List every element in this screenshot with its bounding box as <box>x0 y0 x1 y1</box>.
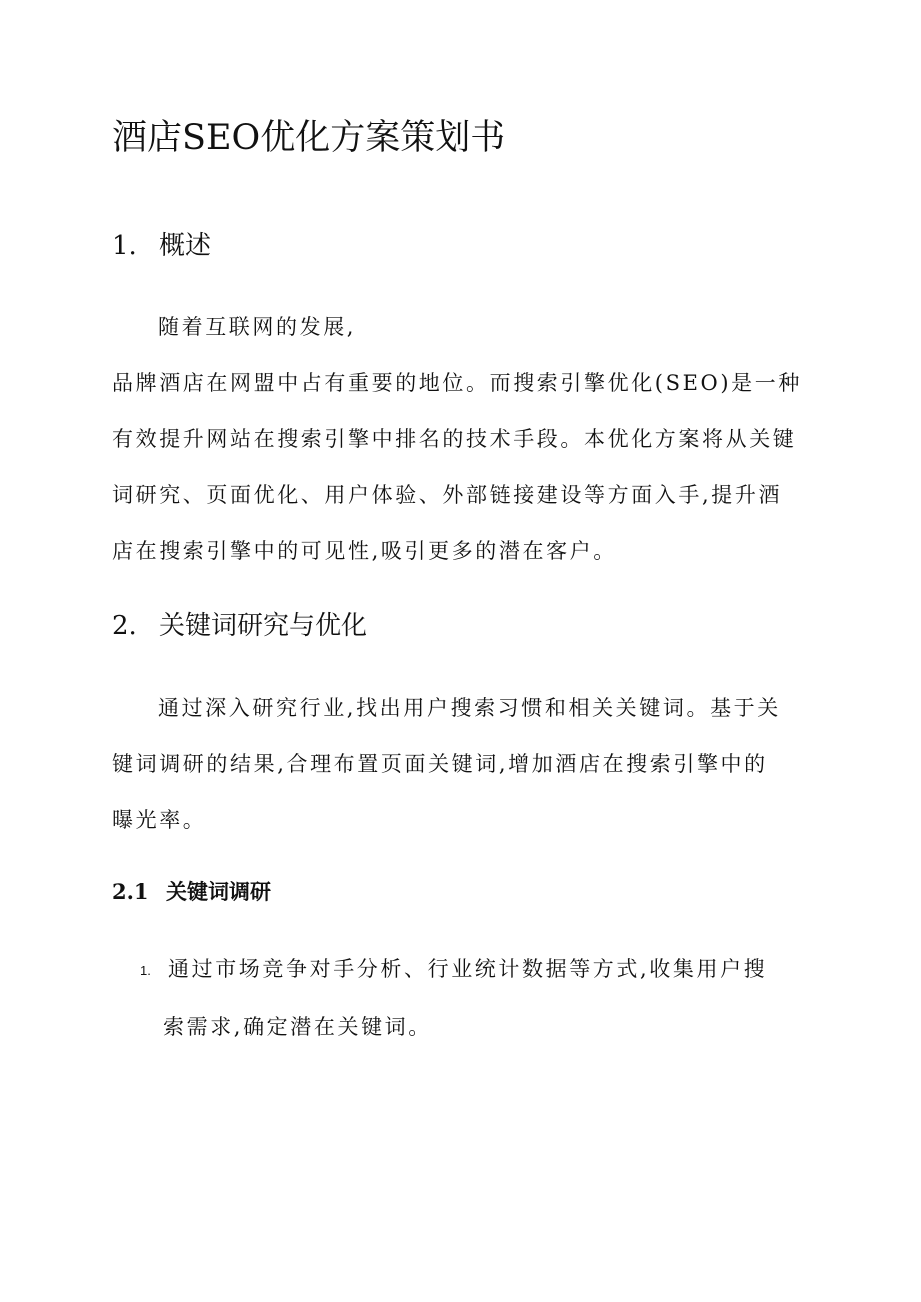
list-item-line: 索需求,确定潜在关键词。 <box>163 1015 432 1039</box>
list-item-marker: 1. <box>140 963 151 978</box>
subsection-2-1-number: 2.1 <box>112 879 149 904</box>
document-title: 酒店SEO优化方案策划书 <box>112 118 506 158</box>
section-1-paragraph-line: 品牌酒店在网盟中占有重要的地位。而搜索引擎优化(SEO)是一种 <box>112 371 802 395</box>
section-1-paragraph-line: 随着互联网的发展, <box>158 315 357 339</box>
section-1-title: 概述 <box>159 231 212 261</box>
section-1-heading <box>112 226 211 266</box>
section-2-paragraph-line: 通过深入研究行业,找出用户搜索习惯和相关关键词。基于关 <box>158 696 781 720</box>
section-1-paragraph-line: 有效提升网站在搜索引擎中排名的技术手段。本优化方案将从关键 <box>112 427 797 451</box>
list-item-line: 通过市场竞争对手分析、行业统计数据等方式,收集用户搜 <box>168 957 768 981</box>
subsection-2-1-title: 关键词调研 <box>166 879 271 904</box>
subsection-2-1-heading <box>112 876 271 908</box>
section-1-number: 1. <box>112 231 137 261</box>
section-2-title: 关键词研究与优化 <box>159 611 368 641</box>
section-2-paragraph-line: 键词调研的结果,合理布置页面关键词,增加酒店在搜索引擎中的 <box>112 752 768 776</box>
section-1-paragraph-line: 词研究、页面优化、用户体验、外部链接建设等方面入手,提升酒 <box>112 483 783 507</box>
section-1-paragraph-line: 店在搜索引擎中的可见性,吸引更多的潜在客户。 <box>112 539 617 563</box>
section-2-heading <box>112 606 367 646</box>
section-2-paragraph-line: 曝光率。 <box>112 808 207 832</box>
section-2-number: 2. <box>112 611 137 641</box>
